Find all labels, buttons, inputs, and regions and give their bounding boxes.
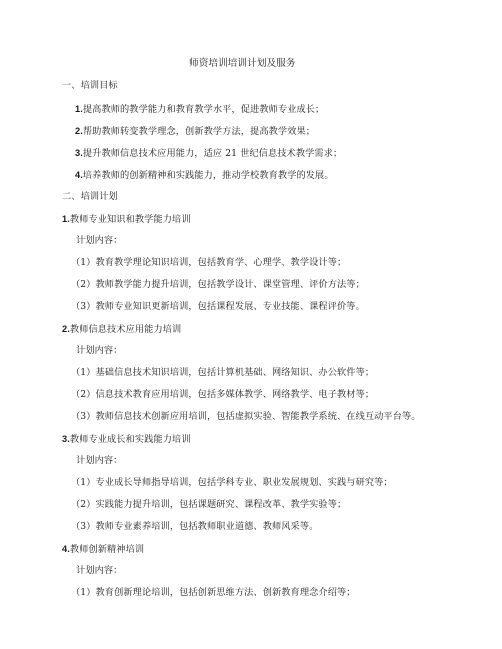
plan-number: 2. [62,324,70,334]
goal-item [75,103,324,116]
plan-item: （3）教师信息技术创新应用培训，包括虚拟实验、智能教学系统、在线互动平台等。 [71,411,421,422]
goal-text: 提高教师的教学能力和教育教学水平，促进教师专业成长； [82,104,325,115]
plan-item: （1）基础信息技术知识培训，包括计算机基础、网络知识、办公软件等； [71,367,375,378]
section-heading-plan: 二、培训计划 [62,191,118,202]
goal-item [75,169,334,182]
plan-title [62,433,191,446]
plan-item: （3）教师专业素养培训，包括教师职业道德、教师风采等。 [71,521,319,532]
goal-text: 帮助教师转变教学理念，创新教学方法，提高教学效果； [82,126,316,137]
plan-content-label: 计划内容： [76,235,123,246]
plan-title-text: 教师创新精神培训 [69,544,145,555]
goal-text: 培养教师的创新精神和实践能力，推动学校教育教学的发展。 [82,170,334,181]
plan-number: 1. [62,214,70,224]
goal-number: 1. [75,104,83,114]
plan-item: （1）教育创新理论培训，包括创新思维方法、创新教育理念介绍等； [71,587,356,598]
plan-content-label: 计划内容： [76,345,123,356]
goal-number: 3. [75,148,83,158]
plan-content-label: 计划内容： [76,565,123,576]
plan-title [62,323,181,336]
goal-number: 2. [75,126,83,136]
plan-title [62,213,191,226]
goal-item [75,125,315,138]
document-title: 师资培训培训计划及服务 [189,58,296,69]
plan-item: （2）信息技术教育应用培训，包括多媒体教学、网络教学、电子教材等； [71,389,375,400]
plan-item: （1）专业成长导师指导培训，包括学科专业、职业发展规划、实践与研究等； [71,477,393,488]
section-heading-goals: 一、培训目标 [62,80,118,91]
plan-number: 3. [62,434,70,444]
goal-number: 4. [75,170,83,180]
plan-title [62,543,144,556]
plan-item: （2）教师教学能力提升培训，包括教学设计、课堂管理、评价方法等； [71,279,365,290]
plan-title-text: 教师信息技术应用能力培训 [69,324,182,335]
plan-content-label: 计划内容： [76,455,123,466]
goal-item [75,147,342,160]
goal-text: 提升教师信息技术应用能力，适应 21 世纪信息技术教学需求； [82,148,343,159]
plan-item: （3）教师专业知识更新培训，包括课程发展、专业技能、课程评价等。 [71,301,365,312]
plan-item: （1）教育教学理论知识培训，包括教育学、心理学、教学设计等； [71,257,347,268]
plan-title-text: 教师专业知识和教学能力培训 [69,214,191,225]
plan-item: （2）实践能力提升培训，包括课题研究、课程改革、教学实验等； [71,499,347,510]
plan-title-text: 教师专业成长和实践能力培训 [69,434,191,445]
plan-number: 4. [62,544,70,554]
